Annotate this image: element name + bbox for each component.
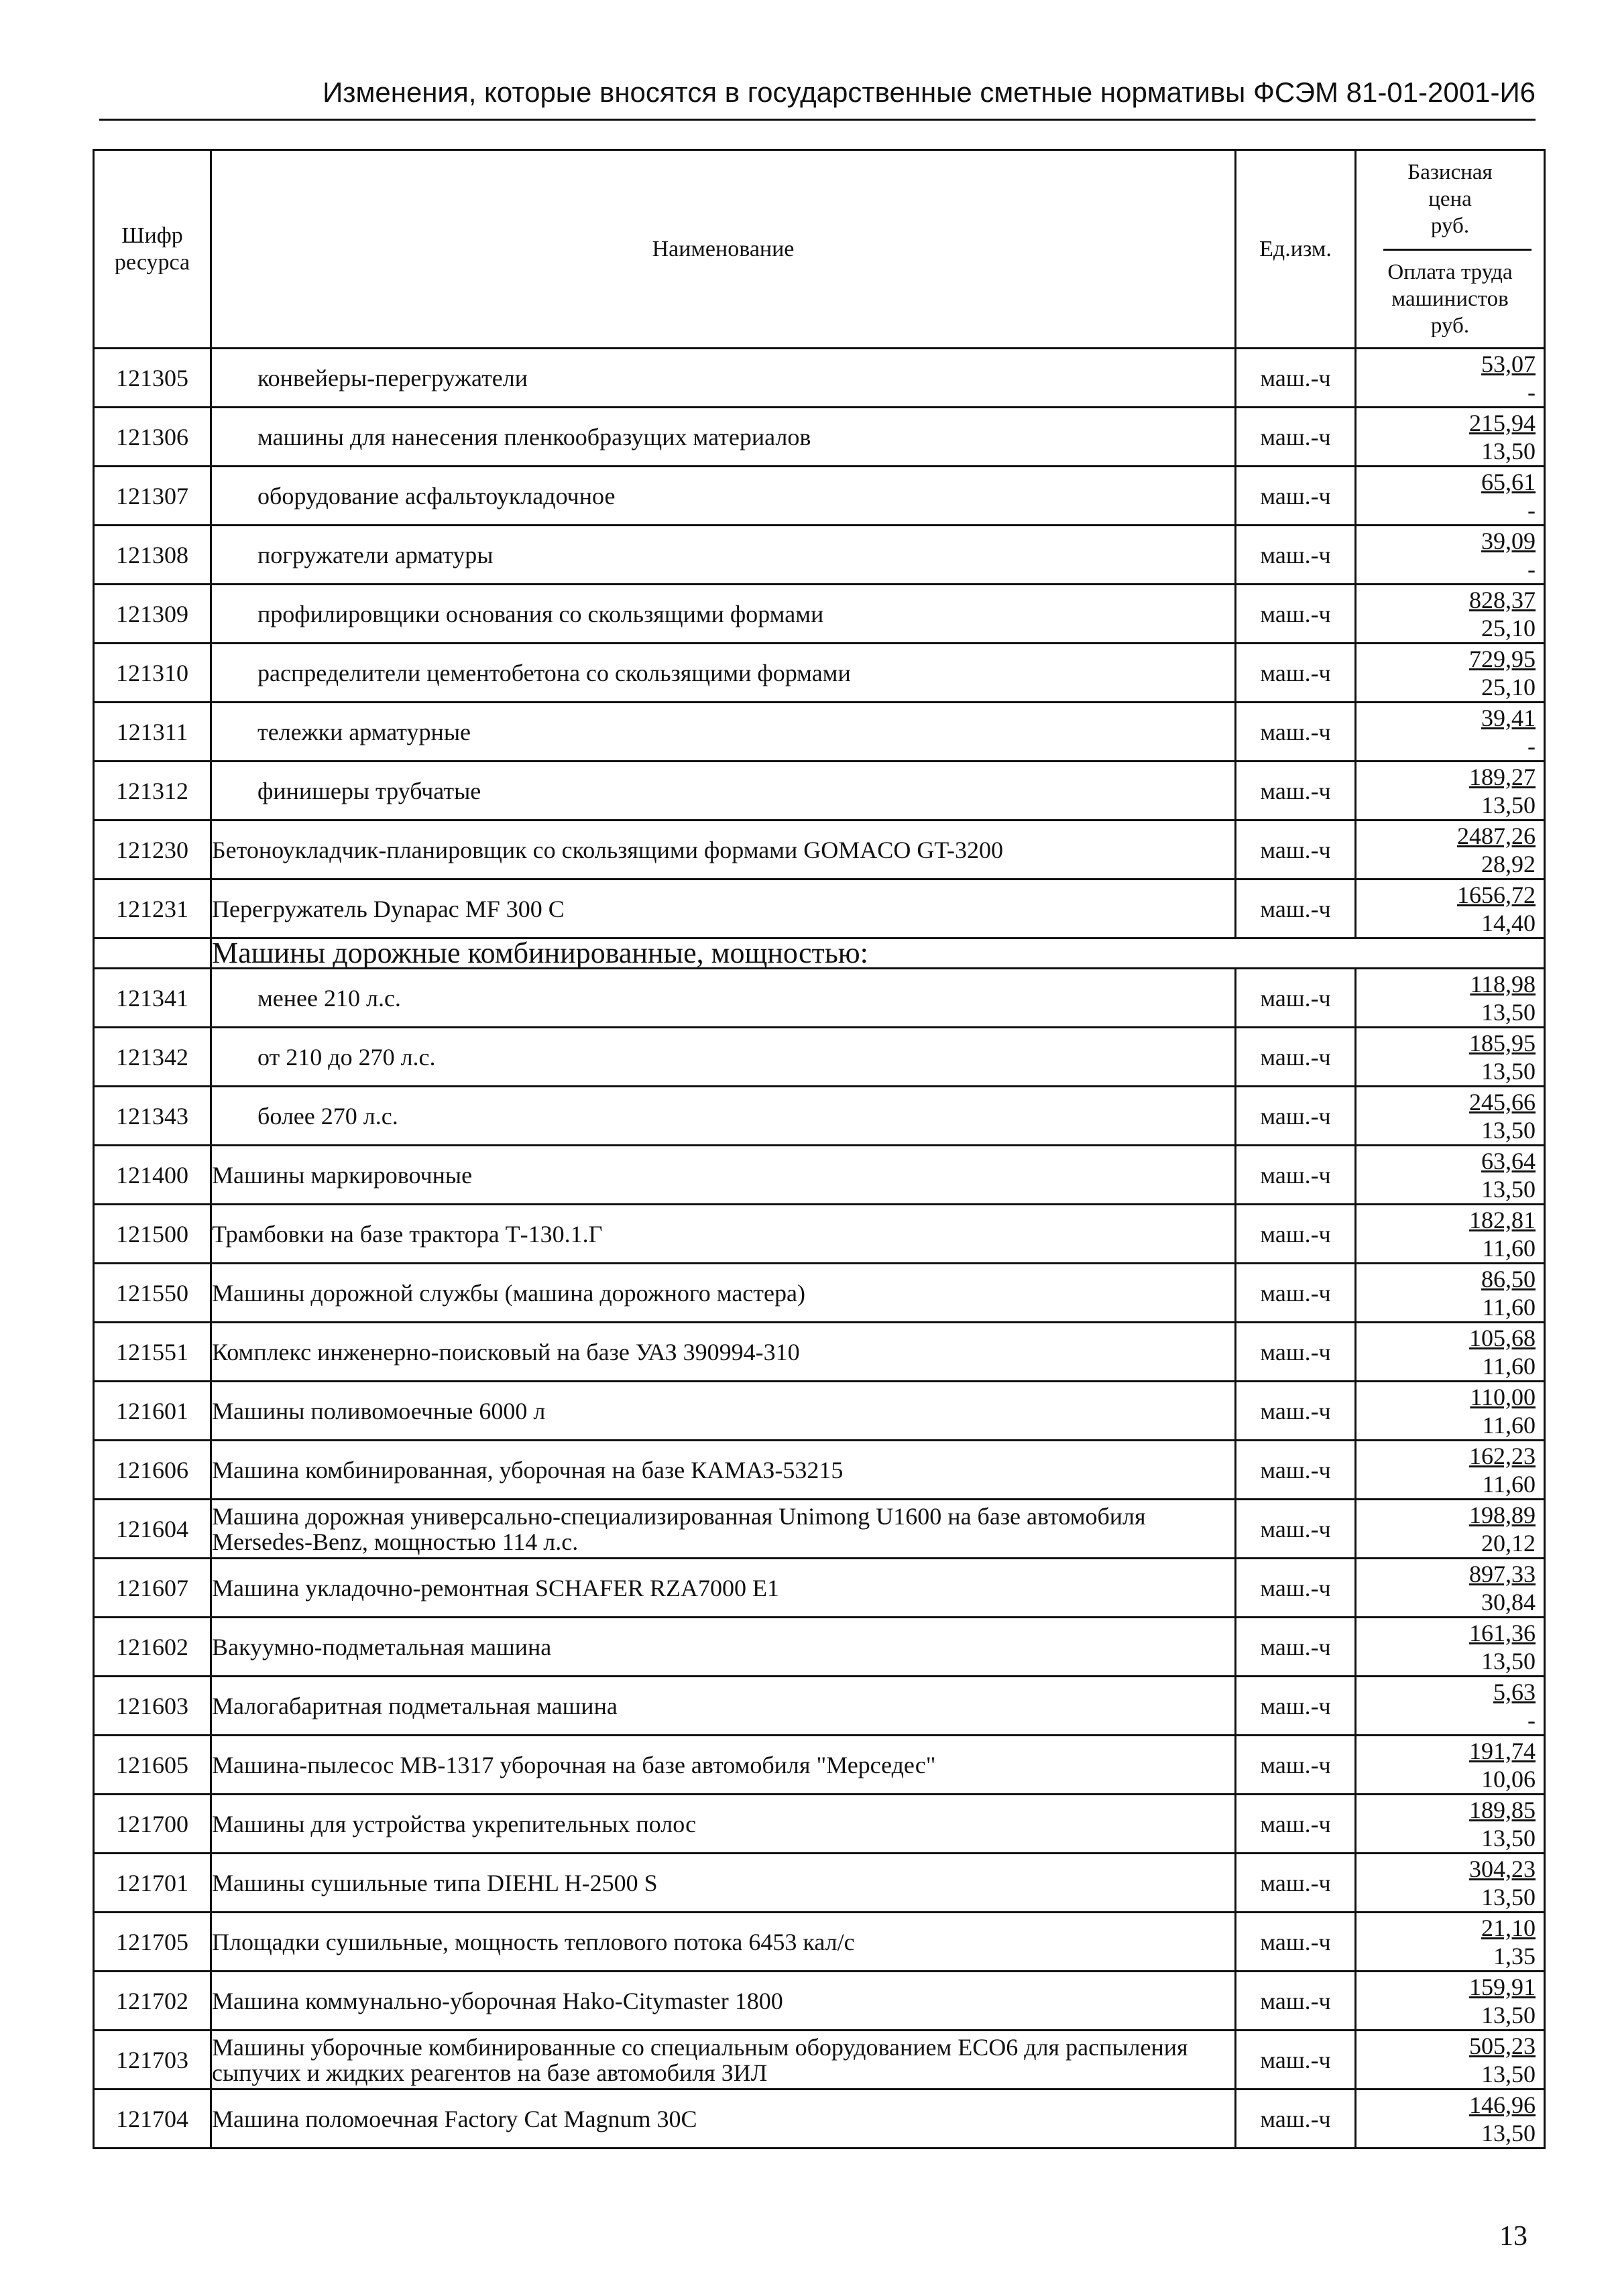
unit-of-measure: маш.-ч: [1236, 969, 1356, 1028]
resource-name: от 210 до 270 л.с.: [211, 1028, 1236, 1087]
operator-wage: 13,50: [1481, 2060, 1536, 2088]
operator-wage: 11,60: [1482, 1470, 1536, 1498]
table-row: [94, 1028, 1545, 1087]
resource-name: Машина коммунально-уборочная Hako-Citymaster 1800: [211, 1972, 1236, 2031]
resource-code: 121704: [94, 2090, 211, 2149]
base-price: 105,68: [1469, 1324, 1536, 1351]
unit-of-measure: маш.-ч: [1236, 1205, 1356, 1264]
base-price: 191,74: [1469, 1737, 1536, 1764]
operator-wage: 13,50: [1481, 1116, 1536, 1144]
table-row: [94, 703, 1545, 762]
resource-code: 121604: [94, 1500, 211, 1559]
operator-wage: 20,12: [1481, 1529, 1536, 1557]
unit-of-measure: маш.-ч: [1236, 762, 1356, 821]
price-cell: [1356, 1736, 1545, 1795]
unit-of-measure: маш.-ч: [1236, 1736, 1356, 1795]
price-cell: [1356, 2090, 1545, 2149]
unit-of-measure: маш.-ч: [1236, 821, 1356, 880]
price-cell: [1356, 526, 1545, 585]
resource-name: Машина комбинированная, уборочная на базе КАМАЗ-53215: [211, 1441, 1236, 1500]
table-row: [94, 969, 1545, 1028]
resource-code: 121343: [94, 1087, 211, 1146]
base-price: 65,61: [1481, 468, 1536, 495]
page-header: [99, 67, 1536, 121]
operator-wage: -: [1527, 732, 1536, 760]
page-number: 13: [1499, 2221, 1527, 2252]
operator-wage: 13,50: [1481, 2119, 1536, 2147]
price-cell: [1356, 1972, 1545, 2031]
price-cell: [1356, 1854, 1545, 1913]
unit-of-measure: маш.-ч: [1236, 1500, 1356, 1559]
unit-of-measure: маш.-ч: [1236, 2090, 1356, 2149]
base-price: 245,66: [1469, 1088, 1536, 1115]
resource-code: 121307: [94, 467, 211, 526]
column-header-wage-line3: руб.: [1430, 314, 1470, 338]
resource-code: 121605: [94, 1736, 211, 1795]
resource-name: распределители цементобетона со скользящими формами: [211, 644, 1236, 703]
operator-wage: 25,10: [1481, 614, 1536, 642]
table-row: [94, 526, 1545, 585]
unit-of-measure: маш.-ч: [1236, 526, 1356, 585]
price-cell: [1356, 1028, 1545, 1087]
operator-wage: 13,50: [1481, 437, 1536, 465]
resource-name: Машины дорожной службы (машина дорожного мастера): [211, 1264, 1236, 1323]
operator-wage: 28,92: [1481, 850, 1536, 878]
operator-wage: 11,60: [1482, 1234, 1536, 1262]
resource-code: 121500: [94, 1205, 211, 1264]
unit-of-measure: маш.-ч: [1236, 1382, 1356, 1441]
price-cell: [1356, 2031, 1545, 2090]
price-cell: [1356, 644, 1545, 703]
resource-name: погружатели арматуры: [211, 526, 1236, 585]
operator-wage: -: [1527, 555, 1536, 583]
operator-wage: 13,50: [1481, 1824, 1536, 1852]
resource-code: 121702: [94, 1972, 211, 2031]
base-price: 185,95: [1469, 1029, 1536, 1056]
resource-code: 121601: [94, 1382, 211, 1441]
table-row: [94, 467, 1545, 526]
operator-wage: 25,10: [1481, 673, 1536, 701]
price-cell: [1356, 969, 1545, 1028]
unit-of-measure: маш.-ч: [1236, 1028, 1356, 1087]
operator-wage: 11,60: [1482, 1411, 1536, 1439]
resource-name: тележки арматурные: [211, 703, 1236, 762]
resource-name: более 270 л.с.: [211, 1087, 1236, 1146]
base-price: 189,85: [1469, 1796, 1536, 1823]
operator-wage: 13,50: [1481, 1647, 1536, 1675]
resource-name: Комплекс инженерно-поисковый на базе УАЗ 390994-310: [211, 1323, 1236, 1382]
table-row: [94, 1441, 1545, 1500]
column-header-price-line1: Базисная: [1407, 160, 1493, 184]
table-row: [94, 1323, 1545, 1382]
base-price: 86,50: [1481, 1265, 1536, 1292]
base-price: 729,95: [1469, 645, 1536, 672]
column-header-name: Наименование: [211, 150, 1236, 349]
resource-name: Машины маркировочные: [211, 1146, 1236, 1205]
resource-name: профилировщики основания со скользящими формами: [211, 585, 1236, 644]
unit-of-measure: маш.-ч: [1236, 1441, 1356, 1500]
unit-of-measure: маш.-ч: [1236, 1618, 1356, 1677]
resource-code: 121400: [94, 1146, 211, 1205]
table-row: [94, 1854, 1545, 1913]
resource-code: 121606: [94, 1441, 211, 1500]
operator-wage: 1,35: [1493, 1942, 1536, 1970]
operator-wage: 13,50: [1481, 1883, 1536, 1911]
table-row: [94, 1972, 1545, 2031]
operator-wage: 13,50: [1481, 1175, 1536, 1203]
operator-wage: -: [1527, 1706, 1536, 1734]
base-price: 63,64: [1481, 1147, 1536, 1174]
base-price: 146,96: [1469, 2091, 1536, 2118]
resource-code: 121550: [94, 1264, 211, 1323]
price-cell: [1356, 1205, 1545, 1264]
base-price: 110,00: [1470, 1383, 1536, 1410]
price-cell: [1356, 1559, 1545, 1618]
resource-name: Бетоноукладчик-планировщик со скользящими формами GOMACO GT-3200: [211, 821, 1236, 880]
resource-name: Машины уборочные комбинированные со специальным оборудованием ЕСО6 для распыления сыпучих и жидких реагентов на базе автомобиля ЗИЛ: [211, 2031, 1236, 2090]
table-row: [94, 349, 1545, 408]
section-title: Машины дорожные комбинированные, мощностью:: [211, 939, 1545, 969]
resource-code: 121703: [94, 2031, 211, 2090]
operator-wage: -: [1527, 496, 1536, 524]
resource-code: 121700: [94, 1795, 211, 1854]
column-header-price-line3: руб.: [1430, 214, 1470, 238]
unit-of-measure: маш.-ч: [1236, 585, 1356, 644]
table-row: [94, 1913, 1545, 1972]
resource-code: 121603: [94, 1677, 211, 1736]
unit-of-measure: маш.-ч: [1236, 1146, 1356, 1205]
base-price: 161,36: [1469, 1619, 1536, 1646]
unit-of-measure: маш.-ч: [1236, 1972, 1356, 2031]
table-row: [94, 585, 1545, 644]
unit-of-measure: маш.-ч: [1236, 349, 1356, 408]
resource-code: 121312: [94, 762, 211, 821]
resource-code: 121311: [94, 703, 211, 762]
price-cell: [1356, 1913, 1545, 1972]
resource-name: оборудование асфальтоукладочное: [211, 467, 1236, 526]
resource-name: финишеры трубчатые: [211, 762, 1236, 821]
table-row: [94, 880, 1545, 939]
price-cell: [1356, 1382, 1545, 1441]
column-header-code: [94, 150, 211, 349]
resource-name: конвейеры-перегружатели: [211, 349, 1236, 408]
base-price: 39,41: [1481, 704, 1536, 731]
resource-name: Машина дорожная универсально-специализированная Unimong U1600 на базе автомобиля Mersedes-Benz, мощностью 114 л.с.: [211, 1500, 1236, 1559]
base-price: 828,37: [1469, 586, 1536, 613]
operator-wage: 30,84: [1481, 1588, 1536, 1616]
operator-wage: -: [1527, 378, 1536, 406]
resource-code: 121607: [94, 1559, 211, 1618]
table-row: [94, 1146, 1545, 1205]
resource-name: Малогабаритная подметальная машина: [211, 1677, 1236, 1736]
unit-of-measure: маш.-ч: [1236, 408, 1356, 467]
base-price: 2487,26: [1457, 822, 1536, 849]
table-body-lower: [94, 969, 1545, 2149]
price-cell: [1356, 408, 1545, 467]
unit-of-measure: маш.-ч: [1236, 1854, 1356, 1913]
operator-wage: 11,60: [1482, 1352, 1536, 1380]
table-row: [94, 1736, 1545, 1795]
resource-code: 121306: [94, 408, 211, 467]
unit-of-measure: маш.-ч: [1236, 880, 1356, 939]
base-price: 5,63: [1493, 1678, 1536, 1705]
price-cell: [1356, 467, 1545, 526]
column-header-wage-line1: Оплата труда: [1387, 260, 1513, 284]
price-cell: [1356, 1795, 1545, 1854]
price-cell: [1356, 349, 1545, 408]
price-cell: [1356, 1618, 1545, 1677]
price-cell: [1356, 1323, 1545, 1382]
operator-wage: 14,40: [1481, 909, 1536, 936]
table-body-upper: [94, 349, 1545, 939]
base-price: 39,09: [1481, 527, 1536, 554]
resource-name: менее 210 л.с.: [211, 969, 1236, 1028]
column-header-price-line2: цена: [1428, 187, 1472, 211]
resource-code: 121310: [94, 644, 211, 703]
price-cell: [1356, 1146, 1545, 1205]
price-cell: [1356, 1677, 1545, 1736]
unit-of-measure: маш.-ч: [1236, 467, 1356, 526]
operator-wage: 13,50: [1481, 998, 1536, 1026]
unit-of-measure: маш.-ч: [1236, 1559, 1356, 1618]
price-cell: [1356, 762, 1545, 821]
resource-code: 121309: [94, 585, 211, 644]
base-price: 505,23: [1469, 2032, 1536, 2059]
base-price: 304,23: [1469, 1855, 1536, 1882]
section-row: [94, 939, 1545, 969]
operator-wage: 11,60: [1482, 1293, 1536, 1321]
table-section: [94, 936, 1545, 969]
base-price: 118,98: [1470, 970, 1536, 998]
header-rule: [99, 119, 1536, 121]
base-price: 159,91: [1469, 1973, 1536, 2000]
table-row: [94, 1205, 1545, 1264]
table-row: [94, 2090, 1545, 2149]
base-price: 897,33: [1469, 1560, 1536, 1587]
unit-of-measure: маш.-ч: [1236, 1913, 1356, 1972]
unit-of-measure: маш.-ч: [1236, 1795, 1356, 1854]
resource-name: Машина укладочно-ремонтная SCHAFER RZA7000 E1: [211, 1559, 1236, 1618]
price-cell: [1356, 1500, 1545, 1559]
price-cell: [1356, 1087, 1545, 1146]
base-price: 21,10: [1481, 1914, 1536, 1941]
unit-of-measure: маш.-ч: [1236, 2031, 1356, 2090]
table-row: [94, 762, 1545, 821]
price-cell: [1356, 1441, 1545, 1500]
table-row: [94, 2031, 1545, 2090]
table-row: [94, 408, 1545, 467]
table-row: [94, 821, 1545, 880]
resource-name: Трамбовки на базе трактора Т-130.1.Г: [211, 1205, 1236, 1264]
table-row: [94, 644, 1545, 703]
column-header-unit: Ед.изм.: [1236, 150, 1356, 349]
column-header-wage-line2: машинистов: [1391, 287, 1509, 311]
table-row: [94, 1382, 1545, 1441]
column-header-price: [1356, 150, 1545, 349]
table-row: [94, 1500, 1545, 1559]
unit-of-measure: маш.-ч: [1236, 1087, 1356, 1146]
unit-of-measure: маш.-ч: [1236, 1677, 1356, 1736]
table-row: [94, 1264, 1545, 1323]
base-price: 1656,72: [1457, 881, 1536, 908]
base-price: 182,81: [1469, 1206, 1536, 1233]
resource-code: 121705: [94, 1913, 211, 1972]
resource-name: машины для нанесения пленкообразущих материалов: [211, 408, 1236, 467]
table-row: [94, 1618, 1545, 1677]
resource-code: 121341: [94, 969, 211, 1028]
resource-name: Машина-пылесос МВ-1317 уборочная на базе автомобиля "Мерседес": [211, 1736, 1236, 1795]
resource-name: Машины для устройства укрепительных полос: [211, 1795, 1236, 1854]
resource-code: 121305: [94, 349, 211, 408]
operator-wage: 13,50: [1481, 1057, 1536, 1085]
unit-of-measure: маш.-ч: [1236, 1264, 1356, 1323]
section-code-cell: [94, 939, 211, 969]
unit-of-measure: маш.-ч: [1236, 644, 1356, 703]
operator-wage: 13,50: [1481, 791, 1536, 819]
table-header-row: [94, 150, 1545, 349]
column-header-code-line2: ресурса: [114, 249, 190, 275]
table-row: [94, 1677, 1545, 1736]
resource-name: Машины поливомоечные 6000 л: [211, 1382, 1236, 1441]
unit-of-measure: маш.-ч: [1236, 1323, 1356, 1382]
price-cell: [1356, 880, 1545, 939]
unit-of-measure: маш.-ч: [1236, 703, 1356, 762]
resource-code: 121701: [94, 1854, 211, 1913]
operator-wage: 13,50: [1481, 2001, 1536, 2029]
resource-code: 121551: [94, 1323, 211, 1382]
price-cell: [1356, 1264, 1545, 1323]
table-row: [94, 1795, 1545, 1854]
resource-name: Вакуумно-подметальная машина: [211, 1618, 1236, 1677]
resource-code: 121231: [94, 880, 211, 939]
resource-code: 121602: [94, 1618, 211, 1677]
resource-name: Машина поломоечная Factory Cat Magnum 30C: [211, 2090, 1236, 2149]
price-cell: [1356, 821, 1545, 880]
base-price: 162,23: [1469, 1442, 1536, 1469]
base-price: 215,94: [1469, 409, 1536, 436]
base-price: 53,07: [1481, 350, 1536, 377]
price-header-divider: [1383, 249, 1532, 251]
operator-wage: 10,06: [1481, 1765, 1536, 1793]
document-title: Изменения, которые вносятся в государственные сметные нормативы ФСЭМ 81-01-2001-И6: [323, 76, 1536, 108]
price-cell: [1356, 585, 1545, 644]
table-row: [94, 1087, 1545, 1146]
base-price: 189,27: [1469, 763, 1536, 790]
price-cell: [1356, 703, 1545, 762]
resource-table: [93, 149, 1546, 2149]
resource-name: Машины сушильные типа DIEHL H-2500 S: [211, 1854, 1236, 1913]
resource-name: Перегружатель Dynapac MF 300 C: [211, 880, 1236, 939]
resource-code: 121342: [94, 1028, 211, 1087]
column-header-code-line1: Шифр: [121, 223, 183, 248]
table-row: [94, 1559, 1545, 1618]
base-price: 198,89: [1469, 1501, 1536, 1528]
resource-code: 121308: [94, 526, 211, 585]
resource-code: 121230: [94, 821, 211, 880]
resource-name: Площадки сушильные, мощность теплового потока 6453 кал/с: [211, 1913, 1236, 1972]
